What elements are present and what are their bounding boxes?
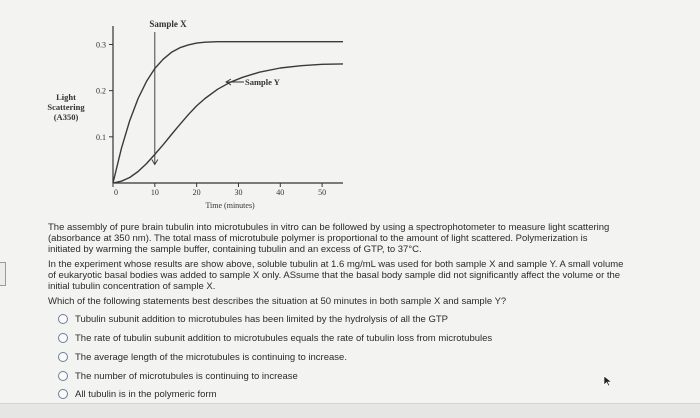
side-tab[interactable]	[0, 262, 6, 286]
radio-button-icon[interactable]	[58, 333, 68, 343]
chart-labels	[47, 19, 326, 210]
question-line-1: The assembly of pure brain tubulin into microtubules in vitro can be followed by using a spectrophotometer to measure light scattering	[48, 222, 610, 233]
mouse-cursor-icon	[603, 375, 613, 387]
answer-option-1[interactable]	[58, 312, 448, 326]
x-tick-label: 10	[150, 188, 159, 197]
answer-option-4[interactable]	[58, 369, 298, 383]
radio-button-icon[interactable]	[58, 389, 68, 399]
x-axis-label: Time (minutes)	[205, 201, 255, 210]
y-axis-label-line: Light	[56, 92, 76, 102]
answer-option-label: The rate of tubulin subunit addition to microtubules equals the rate of tubulin loss from microtubules	[75, 332, 493, 344]
x-tick-label: 0	[114, 188, 118, 197]
y-tick-label: 0.1	[96, 132, 106, 142]
y-axis-label-line: (A350)	[53, 112, 79, 122]
answer-option-3[interactable]	[58, 350, 347, 364]
answer-option-2[interactable]	[58, 331, 492, 345]
x-tick-label: 40	[276, 188, 285, 197]
x-tick-label: 20	[192, 188, 201, 197]
answer-option-label: Tubulin subunit addition to microtubules has been limited by the hydrolysis of all the GTP	[75, 313, 448, 325]
question-line-3: initiated by warming the sample buffer, containing tubulin and an excess of GTP, to 37°C.	[48, 244, 422, 255]
answer-option-label: The average length of the microtubules is continuing to increase.	[75, 351, 347, 363]
radio-button-icon[interactable]	[58, 352, 68, 362]
bottom-bar	[0, 403, 700, 418]
chart-axes	[109, 26, 343, 187]
y-tick-label: 0.2	[96, 86, 106, 96]
question-line-2: (absorbance at 350 nm). The total mass of microtubule polymer is proportional to the amount of light scattered. Polymerization is	[48, 233, 588, 244]
series-label-sample-x: Sample X	[149, 19, 187, 29]
radio-button-icon[interactable]	[58, 314, 68, 324]
series-label-sample-y: Sample Y	[245, 77, 280, 87]
question-line-4: In the experiment whose results are show above, soluble tubulin at 1.6 mg/mL was used for both sample X and sample Y. A small volume	[48, 259, 624, 270]
chart-series	[113, 42, 343, 183]
radio-button-icon[interactable]	[58, 371, 68, 381]
y-axis-label-line: Scattering	[47, 102, 85, 112]
answer-option-label: The number of microtubules is continuing to increase	[75, 370, 298, 382]
question-prompt: Which of the following statements best describes the situation at 50 minutes in both sample X and sample Y?	[48, 296, 507, 307]
x-tick-label: 50	[318, 188, 327, 197]
answer-option-label: All tubulin is in the polymeric form	[75, 388, 217, 400]
y-tick-label: 0.3	[96, 40, 106, 50]
question-line-5: of eukaryotic basal bodies was added to sample X only. ASsume that the basal body sample did not significantly affect the volume or the	[48, 270, 621, 281]
x-tick-label: 30	[234, 188, 243, 197]
question-line-6: initial tubulin concentration of sample X.	[48, 281, 216, 292]
answer-option-5[interactable]	[58, 387, 217, 401]
